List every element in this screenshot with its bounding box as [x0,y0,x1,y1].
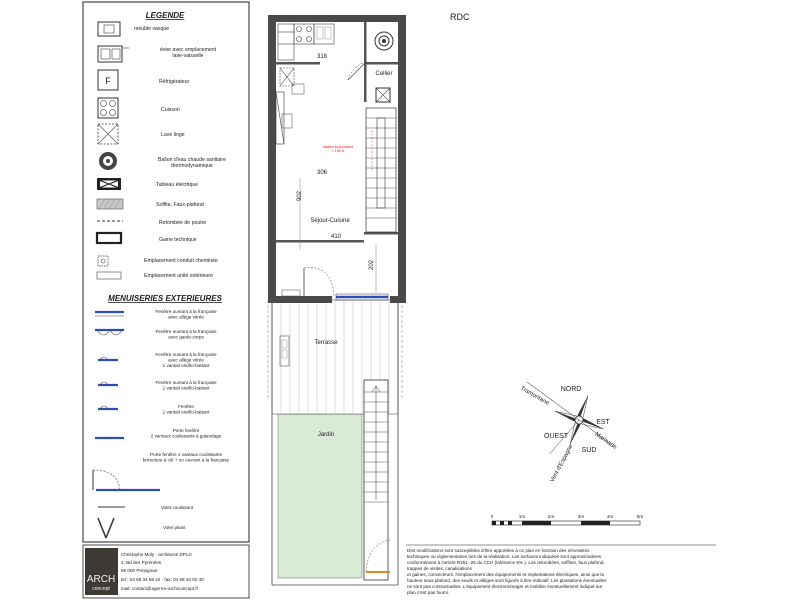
compass-vent-espagne: Vent d'Espagne [549,443,575,484]
svg-text:F: F [105,76,111,86]
room-label-terrasse: Terrasse [314,340,338,346]
legend-title: LEGENDE [145,11,185,20]
vanity-unit-icon [98,22,120,36]
legend-label-chimney: Emplacement conduit cheminée [144,258,218,264]
legend-label-soffit: Soffite, Faux-plafond [156,202,204,208]
dimension-902: 902 [297,190,303,202]
scale-label-1m: 1m [518,514,526,519]
disclaimer-block [406,545,716,595]
room-label-jardin: Jardin [317,432,335,438]
disclaimer-line: trappes de visites, canalisations [407,566,472,571]
logo-text-arch: ARCH [86,574,116,585]
scale-bar [491,514,644,525]
window-tilt-icon [98,382,118,385]
legend-label-water-heater: Ballon d'eau chaude sanitaire thermodynamique [158,157,226,169]
room-label-cellier: Cellier [375,71,393,77]
architect-email: mail: contact@agence-archiconcept.fr [121,586,199,591]
room-label-sejour: Séjour-Cuisine [310,218,350,224]
technical-duct-icon [97,233,121,243]
interior-staircase [366,108,396,232]
washing-machine-icon [98,124,118,144]
disclaimer-line: hauteur sous plafond, des seuils et allèges sont figurés à titre indicatif. Les plantations éventuelles [407,578,607,583]
scale-label-2m: 2m [547,514,555,519]
menuiserie-label-4: Fenêtre ouvrant à la française 1 vantail oscillo-battant [155,380,217,391]
dimension-202: 202 [369,259,375,271]
legend-label-beam: Retombée de poutre [159,220,207,226]
compass-marinade: Marinade [593,431,618,451]
logo-text-concept: concept [92,586,110,592]
disclaimer-line: conformément à l'article R261 -25 du CCH (tolérance 5% ). Les retombées, soffites, faux plafond, [407,560,605,565]
menuiserie-label-1: Fenêtre ouvrant à la française avec allège vitrée [155,309,217,320]
exterior-staircase [364,380,388,580]
electrical-panel-icon [97,178,121,190]
dimension-318: 318 [316,54,328,60]
disclaimer-line: Des modifications sont susceptibles d'être apportées à ce plan en fonction des nécessités [407,548,590,553]
entry-door [282,268,334,296]
architect-address: 2, Bd des Pyrénées [121,560,162,565]
chimney-duct-icon [98,256,108,266]
window-icon [98,406,118,409]
folding-shutter-icon [98,518,114,538]
legend-label-vanity: meuble vasque [134,26,170,32]
legend-label-washer: Lave linge [161,132,185,138]
scale-label-0: 0 [490,514,494,519]
menuiseries-title: MENUISERIES EXTERIEURES [108,294,222,303]
water-heater-icon [99,152,117,170]
window-glazed-sill-icon [95,312,124,316]
soffit-icon [97,199,123,209]
compass-ouest: OUEST [543,433,569,440]
menuiserie-label-6: Porte fenêtre 2 vantaux coulissants à galandage [150,428,222,439]
menuiserie-label-2: Fenêtre ouvrant à la française avec garde-corps [155,329,217,340]
menuiserie-label-5: Fenêtre 1 vantail oscillo-battant [162,404,210,415]
level-label: RDC [450,12,470,22]
menuiserie-label-9: Volet pliant [163,525,186,530]
compass-tramontane: Tramontane [519,385,550,407]
ceiling-height-note: hauteur sous plafond < 1,80 m [323,145,353,153]
architect-city: 66 000 Perpignan [121,568,158,573]
compass-nord: NORD [560,386,582,393]
legend-label-electrical: Tableau électrique [156,182,199,188]
scale-label-4m: 4m [606,514,614,519]
legend-label-outdoor: Emplacement unité extérieure [144,273,213,279]
floor-plan [268,15,406,585]
disclaimer-line: et gaines, convecteurs, l'emplacement des équipements et implantations électriques, ainsi que la [407,572,604,577]
menuiserie-label-8: Volet coulissant [161,505,193,510]
cellier-door [348,62,366,80]
disclaimer-line: plan n'est pas fourni. [407,590,450,595]
legend-label-duct: Gaine technique [159,237,197,243]
legend-label-sink: évier avec emplacement lave-vaisselle [159,47,217,59]
compass-est: EST [596,419,610,426]
legend-label-cooktop: Cuisson [161,107,180,113]
window-railing-icon [95,330,124,335]
cellier-water-heater-icon [375,32,393,50]
architect-phone: tel : 04 68 34 59 42 - fax: 04 68 34 02 40 [121,577,204,582]
outdoor-unit-icon [97,272,121,279]
legend-label-fridge: Réfrigérateur [159,79,190,85]
menuiserie-label-7: Porte fenêtre 2 vantaux coulissants fermeture à clé + un ouvrant à la française [142,452,230,463]
window-tilt-glazed-icon [98,357,118,360]
sink-icon [98,46,129,62]
left-wall-equipment [276,92,292,144]
compass-sud: SUD [581,447,597,454]
cooktop-icon [98,98,118,118]
legend-panel [83,2,249,542]
dimension-306: 306 [316,170,328,176]
scale-label-5m: 5m [636,514,644,519]
menuiserie-label-3: Fenêtre ouvrant à la française avec allège vitrée 1 vantail oscillo-battant [155,352,217,369]
scale-label-3m: 3m [577,514,585,519]
architect-name: Christophe Moly - architecte DPLG [121,552,192,557]
disclaimer-line: techniques ou réglementaires lors de la réalisation. Les surfaces indiquées sont approximatives [407,554,602,559]
sliding-swing-door-icon [93,470,160,490]
garden-area [278,414,362,578]
dimension-410: 410 [330,234,342,240]
architect-block [83,545,249,598]
refrigerator-icon [98,70,118,90]
disclaimer-line: ne sont pas contractuelles. L'équipement électroménager et mobilier éventuellement indiqué sur [407,584,603,589]
